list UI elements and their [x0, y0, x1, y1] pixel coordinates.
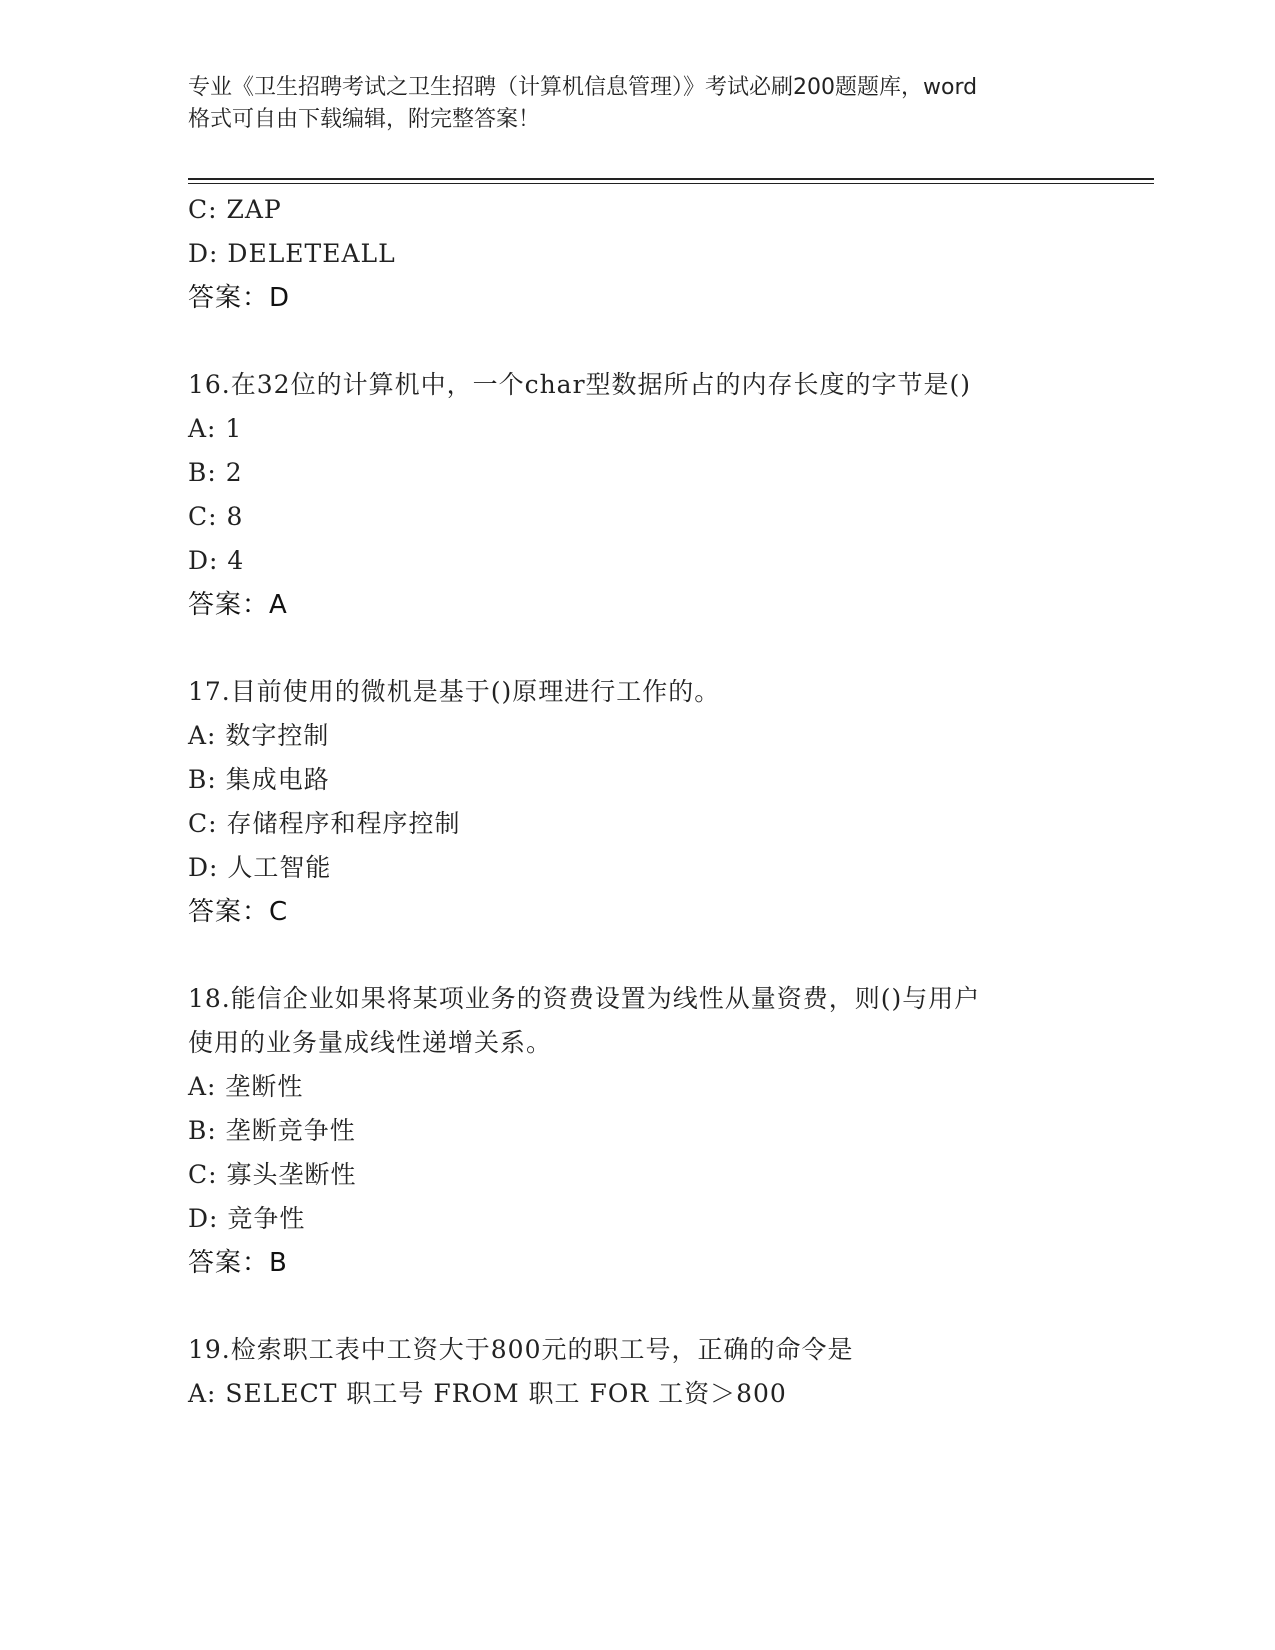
- q15-answer: 答案：D: [188, 283, 291, 313]
- q16-option-d: D: 4: [188, 546, 245, 575]
- q18-option-a: A: 垄断性: [188, 1072, 304, 1101]
- q17-option-a: A: 数字控制: [188, 721, 330, 750]
- q16-question: 16.在32位的计算机中，一个char型数据所占的内存长度的字节是(): [188, 370, 972, 399]
- q17-option-d: D: 人工智能: [188, 853, 332, 882]
- q18-question-line1: 18.能信企业如果将某项业务的资费设置为线性从量资费，则()与用户: [188, 984, 981, 1013]
- header-title-line2: 格式可自由下载编辑，附完整答案！: [188, 107, 541, 132]
- q16-answer: 答案：A: [188, 590, 288, 620]
- document-header: [188, 72, 1088, 136]
- header-divider-thick: [188, 178, 1154, 180]
- q19-option-a: A: SELECT 职工号 FROM 职工 FOR 工资＞800: [188, 1379, 787, 1408]
- q15-option-d: D: DELETEALL: [188, 239, 396, 268]
- q18-answer: 答案：B: [188, 1248, 288, 1278]
- q15-option-c: C: ZAP: [188, 195, 282, 224]
- q16-option-a: A: 1: [188, 414, 243, 443]
- q16-option-c: C: 8: [188, 502, 244, 531]
- q16-option-b: B: 2: [188, 458, 243, 487]
- q17-answer: 答案：C: [188, 897, 289, 927]
- q18-option-c: C: 寡头垄断性: [188, 1160, 357, 1189]
- q18-option-d: D: 竞争性: [188, 1204, 306, 1233]
- q17-question: 17.目前使用的微机是基于()原理进行工作的。: [188, 677, 721, 706]
- header-title-line1: 专业《卫生招聘考试之卫生招聘（计算机信息管理）》考试必刷200题题库，word: [188, 75, 978, 100]
- q17-option-c: C: 存储程序和程序控制: [188, 809, 461, 838]
- q19-question: 19.检索职工表中工资大于800元的职工号，正确的命令是: [188, 1335, 854, 1364]
- header-divider-thin: [188, 183, 1154, 184]
- q18-question-line2: 使用的业务量成线性递增关系。: [188, 1028, 553, 1057]
- q18-option-b: B: 垄断竞争性: [188, 1116, 356, 1145]
- q17-option-b: B: 集成电路: [188, 765, 330, 794]
